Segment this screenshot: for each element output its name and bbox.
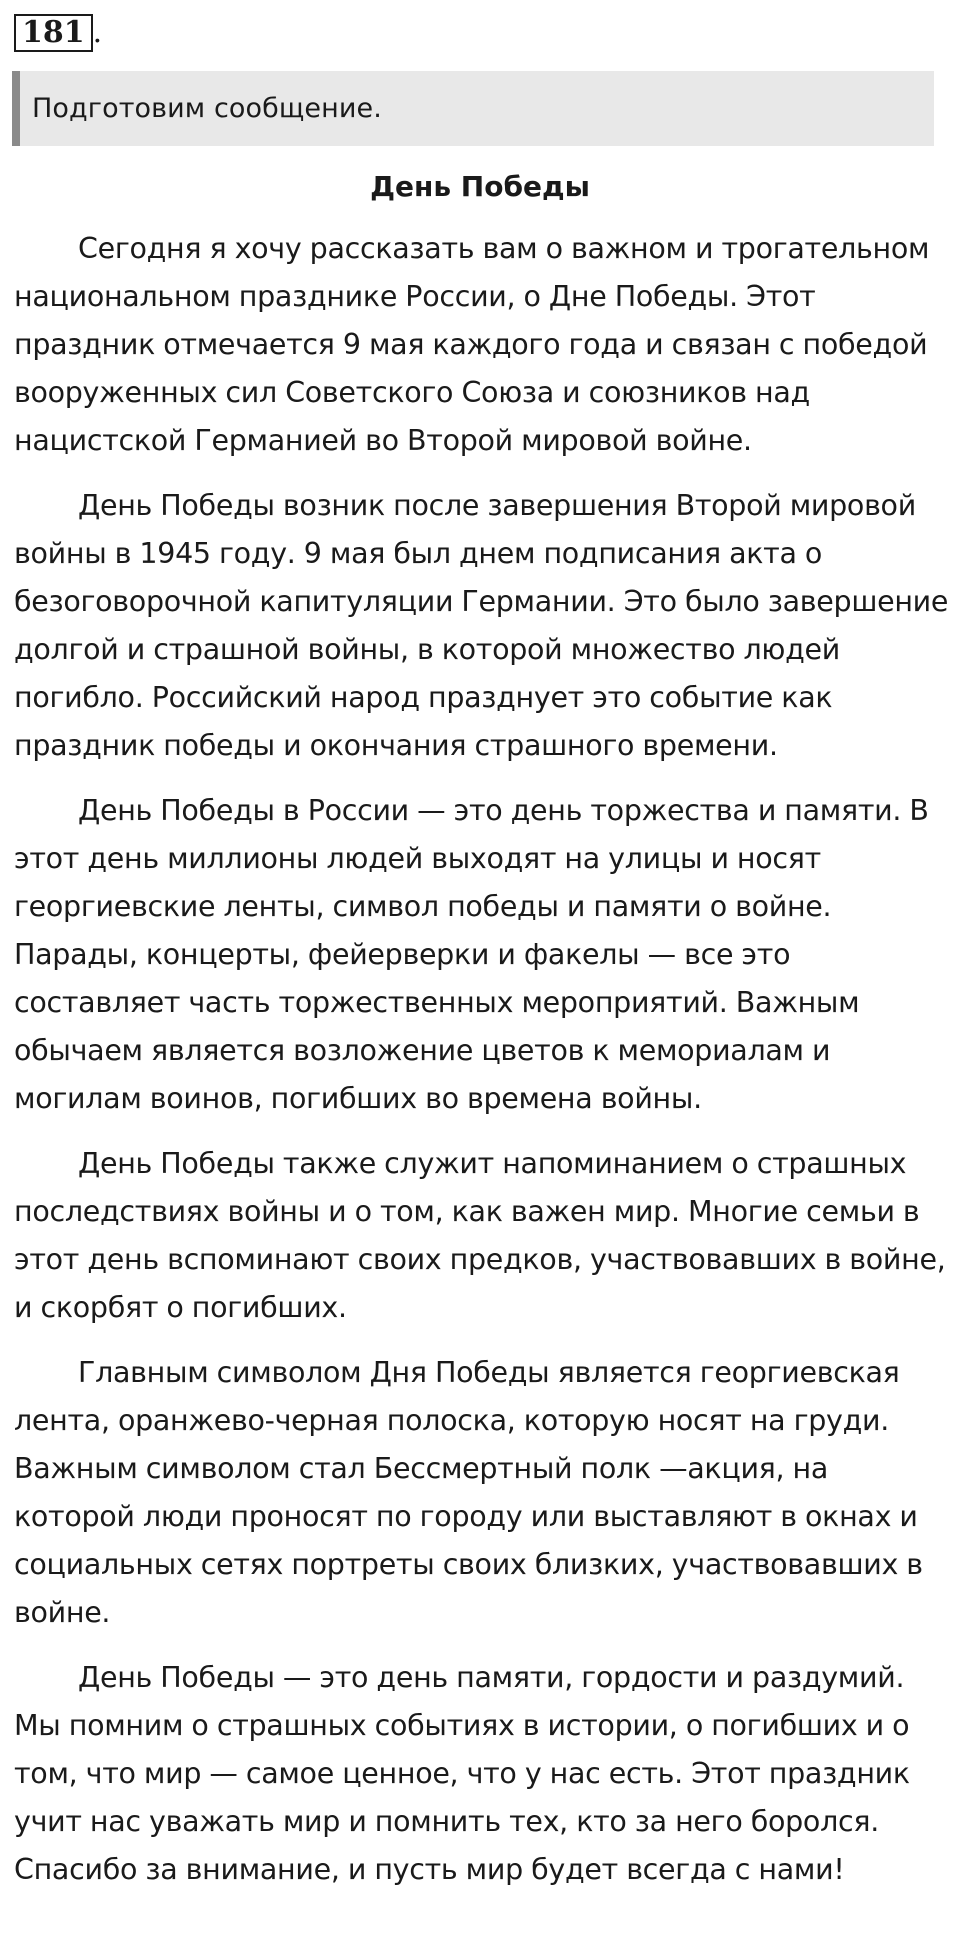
exercise-number-dot: .	[92, 15, 103, 50]
paragraph: День Победы — это день памяти, гордости и раздумий. Мы помним о страшных событиях в истории, о погибших и о том, что мир — самое ценное, что у нас есть. Этот праздник учит нас уважать мир и помнить тех, кто за него боролся. Спасибо за внимание, и пусть мир будет всегда с нами!	[14, 1661, 910, 1886]
task-instruction: Подготовим сообщение.	[32, 93, 382, 124]
task-instruction-box	[12, 71, 934, 146]
paragraph: День Победы в России — это день торжества и памяти. В этот день миллионы людей выходят на улицы и носят георгиевские ленты, символ победы и памяти о войне. Парады, концерты, фейерверки и факелы — все это составляет часть торжественных мероприятий. Важным обычаем является возложение цветов к мемориалам и могилам воинов, погибших во времена войны.	[14, 794, 929, 1115]
paragraph: Сегодня я хочу рассказать вам о важном и трогательном национальном празднике России, о Дне Победы. Этот праздник отмечается 9 мая каждого года и связан с победой вооруженных сил Советского Союза и союзников над нацистской Германией во Второй мировой войне.	[14, 232, 930, 457]
exercise-header	[14, 14, 960, 52]
exercise-number: 181	[14, 14, 93, 52]
text-title: День Победы	[370, 170, 590, 203]
body-text	[14, 225, 954, 1911]
paragraph: Главным символом Дня Победы является георгиевская лента, оранжево-черная полоска, которую носят на груди. Важным символом стал Бессмертный полк —акция, на которой люди проносят по городу или выставляют в окнах и социальных сетях портреты своих близких, участвовавших в войне.	[14, 1356, 923, 1629]
paragraph: День Победы также служит напоминанием о страшных последствиях войны и о том, как важен мир. Многие семьи в этот день вспоминают своих предков, участвовавших в войне, и скорбят о погибших.	[14, 1147, 946, 1324]
paragraph: День Победы возник после завершения Второй мировой войны в 1945 году. 9 мая был днем подписания акта о безоговорочной капитуляции Германии. Это было завершение долгой и страшной войны, в которой множество людей погибло. Российский народ празднует это событие как праздник победы и окончания страшного времени.	[14, 489, 949, 762]
